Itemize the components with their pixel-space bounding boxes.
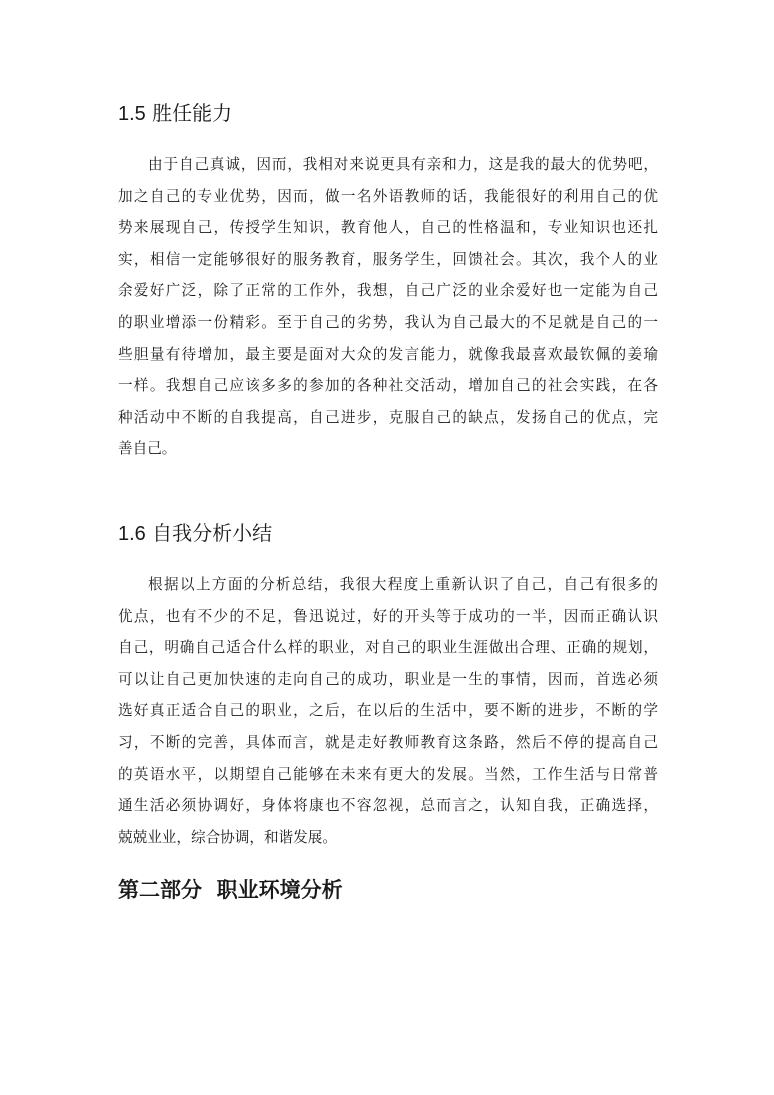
paragraph-line: 选好真正适合自己的职业，之后，在以后的生活中，要不断的进步，不断的学: [118, 702, 658, 720]
paragraph-line: 根据以上方面的分析总结，我很大程度上重新认识了自己，自己有很多的: [148, 576, 658, 593]
paragraph-line: 余爱好广泛，除了正常的工作外，我想，自己广泛的业余爱好也一定能为自己: [118, 282, 658, 300]
section-number: 1.6: [118, 523, 146, 545]
paragraph-line: 种活动中不断的自我提高，自己进步，克服自己的缺点，发扬自己的优点，完: [118, 408, 658, 426]
paragraph-line: 习，不断的完善，具体而言，就是走好教师教育这条路，然后不停的提高自己: [118, 733, 658, 751]
section-title: 胜任能力: [152, 101, 233, 125]
section-title: 自我分析小结: [152, 521, 273, 545]
part-title: 第二部分 职业环境分析: [118, 878, 343, 902]
paragraph-line: 优点，也有不少的不足，鲁迅说过，好的开头等于成功的一半，因而正确认识: [118, 607, 658, 625]
section-paragraph-1-6: [118, 569, 658, 853]
paragraph-line: 的英语水平，以期望自己能够在未来有更大的发展。当然，工作生活与日常普: [118, 765, 658, 783]
section-heading-1-5: [118, 99, 232, 128]
paragraph-line: 可以让自己更加快速的走向自己的成功，职业是一生的事情，因而，首选必须: [118, 670, 658, 688]
paragraph-line: 由于自己真诚，因而，我相对来说更具有亲和力，这是我的最大的优势吧，: [148, 156, 658, 173]
paragraph-line: 自己，明确自己适合什么样的职业，对自己的职业生涯做出合理、正确的规划，: [118, 639, 658, 657]
paragraph-line: 的职业增添一份精彩。至于自己的劣势，我认为自己最大的不足就是自己的一: [118, 313, 658, 331]
section-number: 1.5: [118, 103, 146, 125]
section-paragraph-1-5: [118, 149, 658, 465]
paragraph-line: 兢兢业业，综合协调，和谐发展。: [118, 828, 337, 846]
paragraph-line: 势来展现自己，传授学生知识，教育他人，自己的性格温和，专业知识也还扎: [118, 219, 658, 237]
paragraph-line: 通生活必须协调好，身体将康也不容忽视，总而言之，认知自我，正确选择，: [118, 797, 658, 815]
part-heading: [118, 876, 343, 904]
paragraph-line: 实，相信一定能够很好的服务教育，服务学生，回馈社会。其次，我个人的业: [118, 250, 658, 268]
paragraph-line: 善自己。: [118, 440, 177, 458]
section-heading-1-6: [118, 519, 272, 548]
paragraph-line: 些胆量有待增加，最主要是面对大众的发言能力，就像我最喜欢最钦佩的姜瑜: [118, 345, 658, 363]
paragraph-line: 加之自己的专业优势，因而，做一名外语教师的话，我能很好的利用自己的优: [118, 187, 658, 205]
paragraph-line: 一样。我想自己应该多多的参加的各种社交活动，增加自己的社会实践，在各: [118, 377, 658, 395]
